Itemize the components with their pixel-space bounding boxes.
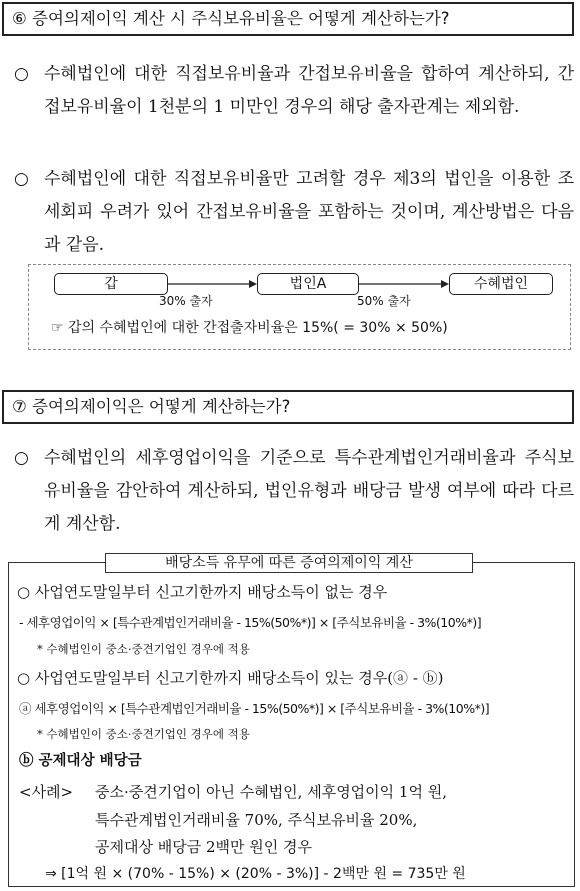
edge-label-1: 30% 출자	[159, 294, 213, 308]
node-corp-a: 법인A	[257, 273, 359, 295]
paragraph-text: 수혜법인에 대한 직접보유비율과 간접보유비율을 합하여 계산하되, 간접보유비율이 1천분의 1 미만인 경우의 해당 출자관계는 제외함.	[44, 64, 574, 117]
bullet-icon: ○	[14, 169, 29, 189]
node-gap: 갑	[54, 273, 168, 295]
calculation-box	[8, 555, 575, 887]
section-6-paragraph-1	[14, 58, 574, 124]
example-line-3: 공제대상 배당금 2백만 원인 경우	[95, 838, 312, 856]
example-result: ⇒ [1억 원 × (70% - 15%) × (20% - 3%)] - 2백만 원 = 735만 원	[45, 866, 466, 882]
paragraph-text: 수혜법인의 세후영업이익을 기준으로 특수관계법인거래비율과 주식보유비율을 감안하여 계산하되, 법인유형과 배당금 발생 여부에 따라 다르게 계산함.	[44, 448, 574, 534]
bullet-icon: ○	[14, 64, 29, 84]
section-6-paragraph-2	[14, 163, 574, 262]
ownership-diagram	[28, 264, 571, 350]
paragraph-text: 수혜법인에 대한 직접보유비율만 고려할 경우 제3의 법인을 이용한 조세회피 우려가 있어 간접보유비율을 포함하는 것이며, 계산방법은 다음과 같음.	[44, 169, 574, 255]
footnote-2: * 수혜법인이 중소·중견기업인 경우에 적용	[37, 727, 250, 741]
edge-label-2: 50% 출자	[357, 294, 411, 308]
section-7-title: ⑦ 증여의제이익은 어떻게 계산하는가?	[2, 390, 574, 424]
example-line-2: 특수관계법인거래비율 70%, 주식보유비율 20%,	[95, 811, 418, 829]
formula-with-dividend: ⓐ 세후영업이익 × [특수관계법인거래비율 - 15%(50%*)] × [주식보유비율 - 3%(10%*)]	[19, 701, 490, 716]
example-label: <사례>	[19, 783, 74, 801]
footnote-1: * 수혜법인이 중소·중견기업인 경우에 적용	[37, 642, 250, 656]
diagram-note: ☞ 갑의 수혜법인에 대한 간접출자비율은 15%( = 30% × 50%)	[51, 320, 448, 336]
case-with-dividend: ○ 사업연도말일부터 신고기한까지 배당소득이 있는 경우(ⓐ - ⓑ)	[17, 669, 444, 687]
example-line-1: 중소·중견기업이 아닌 수혜법인, 세후영업이익 1억 원,	[95, 783, 447, 801]
section-7-paragraph-1	[14, 442, 574, 541]
case-no-dividend: ○ 사업연도말일부터 신고기한까지 배당소득이 없는 경우	[17, 583, 388, 601]
deductible-dividend: ⓑ 공제대상 배당금	[19, 752, 142, 769]
section-6-title: ⑥ 증여의제이익 계산 시 주식보유비율은 어떻게 계산하는가?	[2, 2, 574, 36]
node-beneficiary-corp: 수혜법인	[449, 273, 553, 295]
calculation-box-heading: 배당소득 유무에 따른 증여의제이익 계산	[105, 553, 473, 573]
bullet-icon: ○	[14, 448, 29, 468]
formula-no-dividend: - 세후영업이익 × [특수관계법인거래비율 - 15%(50%*)] × [주식보유비율 - 3%(10%*)]	[19, 615, 482, 630]
